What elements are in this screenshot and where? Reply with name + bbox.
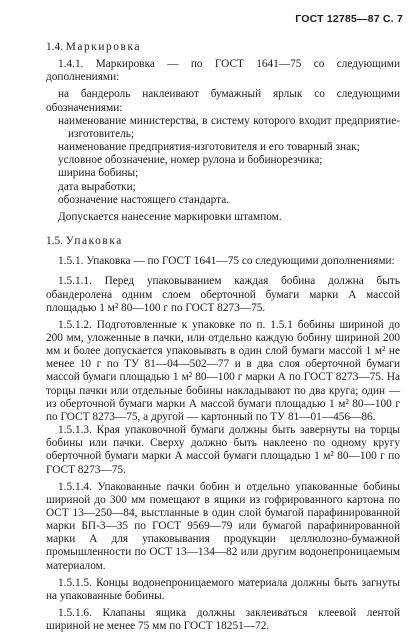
list-item: условное обозначение, номер рулона и бобинорезчика; xyxy=(58,154,323,167)
paragraph-label-intro: на бандероль наклеивают бумажный ярлык со следующими обозначениями: xyxy=(46,88,400,114)
section-number: 1.4. xyxy=(46,41,63,53)
page-header: ГОСТ 12785—87 С. 7 xyxy=(295,13,403,25)
paragraph-1-5-1-6: 1.5.1.6. Клапаны ящика должны заклеиваться клеевой лентой шириной не менее 75 мм по ГОСТ 18251—72. xyxy=(46,607,400,633)
document-body xyxy=(46,41,400,633)
section-title: Упаковка xyxy=(65,235,123,248)
paragraph-1-5-1-3: 1.5.1.3. Края упаковочной бумаги должны быть завернуты на торцы бобины или пачки. Сверху должно быть наклеено по одному кругу оберточной бумаги марки А массой бумаги площадью 1 м² 80—100 г по ГОСТ 8273—75. xyxy=(46,424,400,476)
paragraph-1-4-1: 1.4.1. Маркировка — по ГОСТ 1641—75 со следующими дополнениями: xyxy=(46,58,400,84)
paragraph-1-5-1-4: 1.5.1.4. Упакованные пачки бобин и отдельно упакованные бобины шириной до 300 мм помещают в ящики из гофрированного картона по ОСТ 13—250—84, выстланные в один слой бумагой парафинированной марки БП-3—35 по ГОСТ 9569—79 или бумагой парафинированной марки А для упаковывания продукции целлюлозно-бумажной промышленности по ОСТ 13—134—82 или другим водонепроницаемым материалом. xyxy=(46,480,400,572)
paragraph-1-5-1-5: 1.5.1.5. Концы водонепроницаемого материала должны быть загнуты на упакованные бобины. xyxy=(46,576,400,602)
section-heading-packing xyxy=(46,235,400,248)
paragraph-1-5-1-2: 1.5.1.2. Подготовленные к упаковке по п. 1.5.1 бобины шириной до 200 мм, уложенные в пачки, или отдельно каждую бобину шириной 200 мм и более допускается упаковывать в один слой бумаги массой 1 м² не менее 10 г по ТУ 81—04—502—77 и в два слоя оберточной бумаги массой бумаги площадью 1 м² 80—100 г марки А по ГОСТ 8273—75. На торцы пачки или отдельные бобины накладывают по два круга; один — из оберточной бумаги марки А массой бумаги площадью 1 м² 80—100 г по ГОСТ 8273—75, а другой — картонный по ТУ 81—01—456—86. xyxy=(46,318,400,423)
list-item: наименование министерства, в систему которого входит предприятие-изготовитель; xyxy=(58,114,400,140)
section-heading-marking xyxy=(46,41,400,54)
paragraph-1-5-1-1: 1.5.1.1. Перед упаковыванием каждая бобина должна быть обандеролена одним слоем оберточной бумаги марки А массой площадью 1 м² 80—100 г по ГОСТ 8273—75. xyxy=(46,275,400,314)
section-number: 1.5. xyxy=(46,235,63,248)
paragraph-1-5-1: 1.5.1. Упаковка — по ГОСТ 1641—75 со следующими дополнениями: xyxy=(58,255,395,268)
list-item: наименование предприятия-изготовителя и его товарный знак; xyxy=(58,141,360,154)
list-item: дата выработки; xyxy=(58,180,136,193)
paragraph-stamp: Допускается нанесение маркировки штампом. xyxy=(58,210,282,223)
list-item: обозначение настоящего стандарта. xyxy=(58,193,230,206)
list-item: ширина бобины; xyxy=(58,167,139,180)
section-title: Маркировка xyxy=(65,41,141,53)
